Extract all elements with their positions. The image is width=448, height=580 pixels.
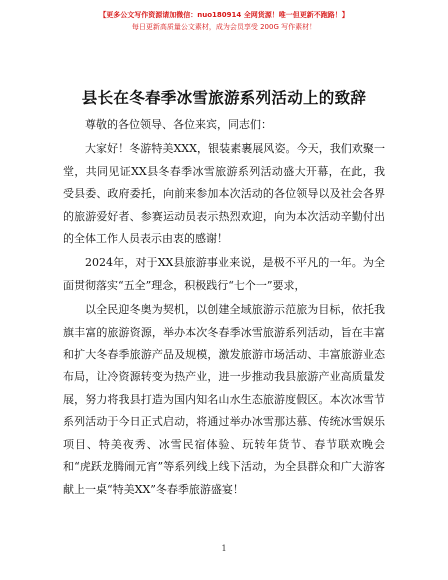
promo-banner — [0, 9, 448, 33]
salutation-paragraph: 尊敬的各位领导、各位来宾，同志们： — [85, 118, 272, 131]
body-paragraph: 以全民迎冬奥为契机，以创建全域旅游示范旅为目标，依托我旗丰富的旅游资源，举办本次冬春季冰雪旅游系列活动，旨在丰富和扩大冬春季旅游产品及规模，激发旅游市场活动、丰富旅游业态布局，让冷资源转变为热产业，进一步推动我县旅游产业高质量发展，努力将我县打造为国内知名山水生态旅游度假区。本次冰雪节系列活动于今日正式启动，将通过举办冰雪那达慕、传统冰雪娱乐项目、特美夜秀、冰雪民宿体验、玩转年货节、春节联欢晚会和“虎跃龙腾闹元宵”等系列线上线下活动，为全县群众和广大游客献上一桌“特美XX”冬春季旅游盛宴！ — [63, 303, 385, 496]
body-paragraph: 2024年，对于XX县旅游事业来说，是极不平凡的一年。为全面贯彻落实“五全”理念，积极践行“七个一”要求， — [63, 256, 385, 292]
document-body — [63, 114, 385, 501]
body-paragraph: 大家好！冬游特美XXX，银装素裹展风姿。今天，我们欢聚一堂，共同见证XX县冬春季冰雪旅游系列活动盛大开幕，在此，我受县委、政府委托，向前来参加本次活动的各位领导以及社会各界的旅游爱好者、参赛运动员表示热烈欢迎，向为本次活动辛勤付出的全体工作人员表示由衷的感谢！ — [63, 142, 385, 246]
document-title: 县长在冬春季冰雪旅游系列活动上的致辞 — [81, 88, 367, 107]
promo-banner-line-1: 【更多公文写作资源请加微信：nuo180914 全网货源！唯一但更新不跑路！】 — [99, 11, 349, 19]
page-number: 1 — [221, 544, 227, 553]
promo-banner-line-2: 每日更新高质量公文素材，成为会员享受 200G 写作素材！ — [131, 23, 317, 31]
